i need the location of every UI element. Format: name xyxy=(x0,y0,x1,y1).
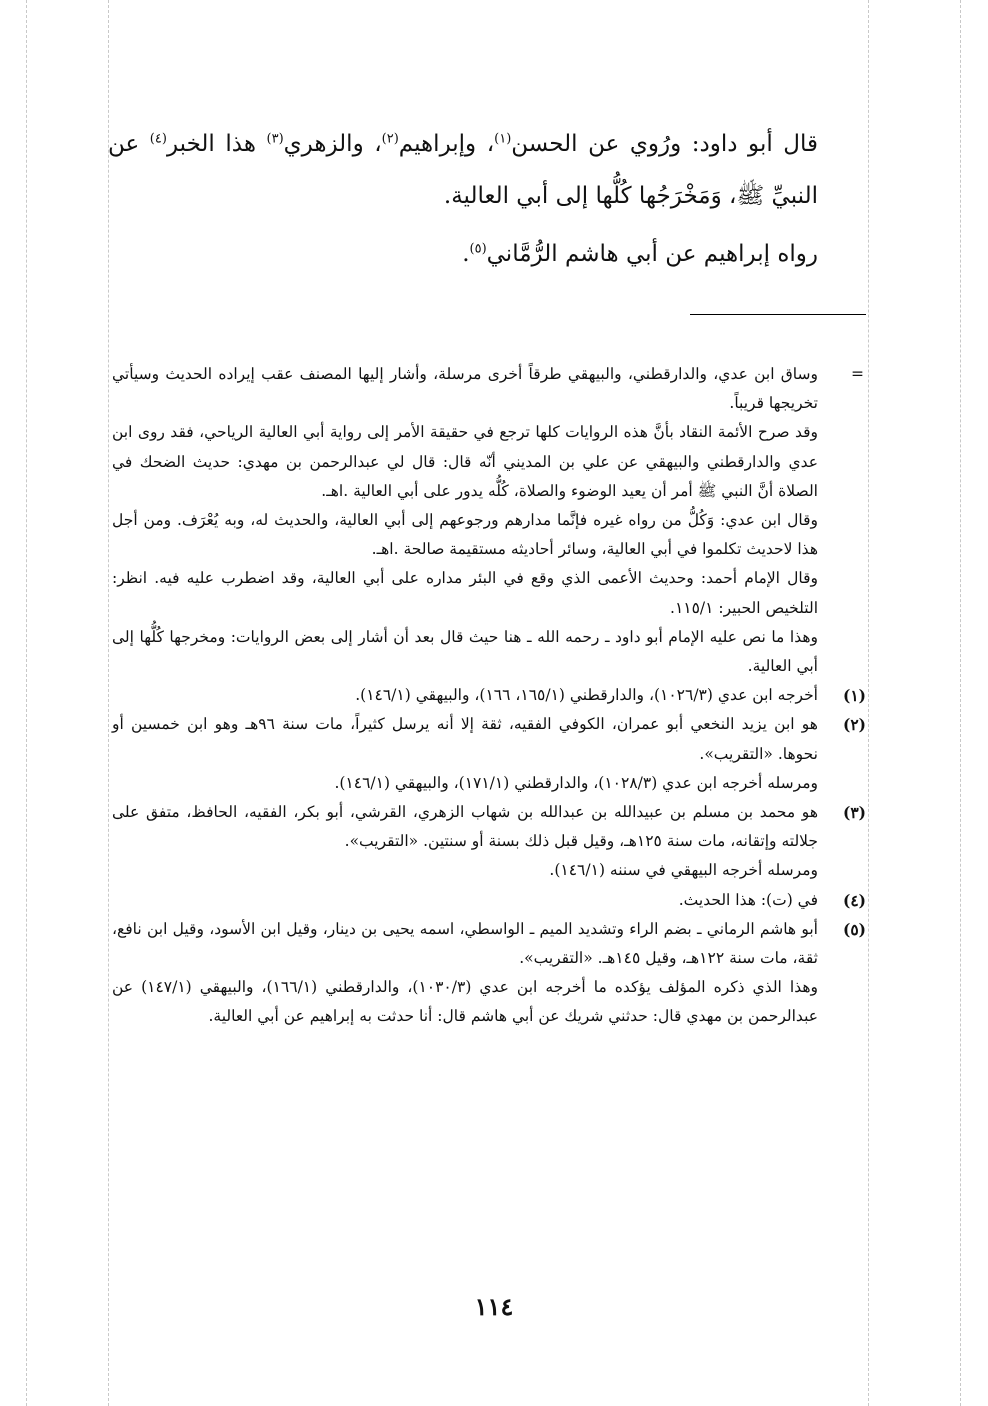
footnote-text: ومرسله أخرجه ابن عدي (١٠٢٨/٣)، والدارقطني (١٧١/١)، والبيهقي (١٤٦/١). xyxy=(334,773,818,792)
continuation-paragraph: وساق ابن عدي، والدارقطني، والبيهقي طرقاً أخرى مرسلة، وأشار إليها المصنف عقب إيراده الحديث وسيأتي تخريجها قريباً. xyxy=(112,365,818,413)
scan-guide-line xyxy=(960,0,961,1406)
main-paragraph-2 xyxy=(108,228,870,280)
continuation-marker: = xyxy=(851,365,864,383)
text-segment: . xyxy=(462,241,470,267)
footnote-text: أخرجه ابن عدي (١٠٢٦/٣)، والدارقطني (١٦٥/١، ١٦٦)، والبيهقي (١٤٦/١). xyxy=(355,686,818,705)
footnote-ref[interactable]: (٤) xyxy=(149,131,167,147)
footnote-number: (٤) xyxy=(842,890,866,910)
main-paragraph-1 xyxy=(108,118,870,222)
footnote-number: (٢) xyxy=(842,715,866,735)
footnote-ref[interactable]: (٥) xyxy=(469,241,487,257)
footnote-text: وهذا الذي ذكره المؤلف يؤكده ما أخرجه ابن عدي (١٠٣٠/٣)، والدارقطني (١٦٦/١)، والبيهقي (١٤٧/١) عن عبدالرحمن بن مهدي قال: حدثني شريك عن أبي هاشم قال: أنا حدثت به إبراهيم عن أبي العالية. xyxy=(112,978,818,1026)
footnote-text: في (ت): هذا الحديث. xyxy=(678,890,818,909)
footnotes-section xyxy=(112,360,866,1032)
continuation-paragraph: وقال ابن عدي: وَكُلُّ من رواه غيره فإنَّما مدارهم ورجوعهم إلى أبي العالية، والحديث له، وبه يُعْرَف. ومن أجل هذا لاحديث تكلموا في أبي العالية، وسائر أحاديثه مستقيمة صالحة .اهـ. xyxy=(112,511,818,559)
footnote-text: هو ابن يزيد النخعي أبو عمران، الكوفي الفقيه، ثقة إلا أنه يرسل كثيراً، مات سنة ٩٦هـ وهو ابن خمسين أو نحوها. «التقريب». xyxy=(112,715,818,763)
footnote-ref[interactable]: (١) xyxy=(494,131,512,147)
text-segment: ، والزهري xyxy=(283,131,382,157)
page-number: ١١٤ xyxy=(474,1292,514,1321)
text-segment: عن النبيِّ ﷺ، وَمَخْرَجُها كُلُّها إلى أبي العالية. xyxy=(108,131,818,209)
main-text xyxy=(108,118,870,280)
footnote-text: هو محمد بن مسلم بن عبيدالله بن عبدالله بن شهاب الزهري، القرشي، أبو بكر، الفقيه، الحافظ، متفق على جلالته وإتقانه، مات سنة ١٢٥هـ، وقيل قبل ذلك بسنة أو سنتين. «التقريب». xyxy=(112,803,818,851)
text-segment: رواه إبراهيم عن أبي هاشم الرُّمَّاني xyxy=(486,241,818,267)
footnote-ref[interactable]: (٣) xyxy=(266,131,284,147)
footnote-text: أبو هاشم الرماني ـ بضم الراء وتشديد الميم ـ الواسطي، اسمه يحيى بن دينار، وقيل ابن الأسود، وقيل ابن نافع، ثقة، مات سنة ١٢٢هـ، وقيل ١٤٥هـ. «التقريب». xyxy=(112,919,818,968)
footnote-ref[interactable]: (٢) xyxy=(381,131,399,147)
footnote-separator xyxy=(690,314,866,315)
continuation-paragraph: وقال الإمام أحمد: وحديث الأعمى الذي وقع في البئر مداره على أبي العالية، وقد اضطرب عليه فيه. انظر: التلخيص الحبير: ١١٥/١. xyxy=(112,569,818,617)
text-segment: هذا الخبر xyxy=(166,131,267,157)
footnote-number: (٥) xyxy=(842,919,866,939)
text-segment: ، وإبراهيم xyxy=(398,131,495,157)
footnote-1 xyxy=(112,681,866,710)
footnote-5 xyxy=(112,915,866,1032)
footnote-continuation xyxy=(112,360,866,681)
footnote-3 xyxy=(112,798,866,886)
footnote-4 xyxy=(112,886,866,915)
continuation-paragraph: وقد صرح الأئمة النقاد بأنَّ هذه الروايات كلها ترجع في حقيقة الأمر إلى رواية أبي العالية الرياحي، فقد روى ابن عدي والدارقطني والبيهقي عن علي بن المديني أنّه قال: قال لي عبدالرحمن بن مهدي: حديث الضحك في الصلاة أنَّ النبي ﷺ أمر أن يعيد الوضوء والصلاة، كُلُّه يدور على أبي العالية .اهـ. xyxy=(112,423,818,500)
footnote-2 xyxy=(112,710,866,798)
continuation-paragraph: وهذا ما نص عليه الإمام أبو داود ـ رحمه الله ـ هنا حيث قال بعد أن أشار إلى بعض الروايات: ومخرجها كُلُّها إلى أبي العالية. xyxy=(112,627,818,676)
text-segment: قال أبو داود: ورُوي عن الحسن xyxy=(511,131,818,157)
footnote-text: ومرسله أخرجه البيهقي في سننه (١٤٦/١). xyxy=(549,861,818,880)
scan-guide-line xyxy=(26,0,27,1406)
footnote-number: (١) xyxy=(842,686,866,706)
footnote-number: (٣) xyxy=(842,803,866,823)
